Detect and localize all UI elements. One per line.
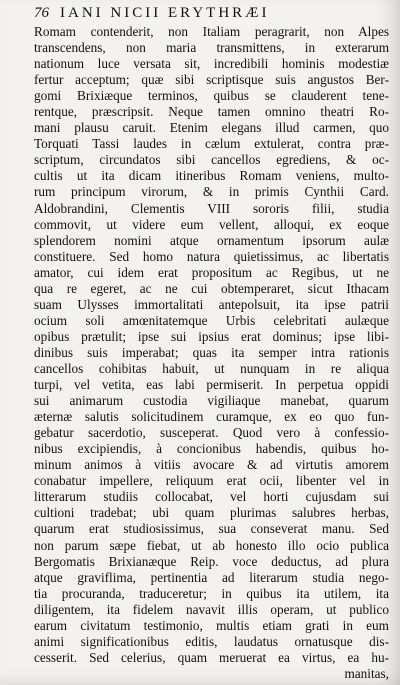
text-line: nationum luce versata sit, incredibili hominis modestiæ xyxy=(34,56,389,72)
text-line: manitas, xyxy=(344,665,389,681)
text-line: suam Ulysses immortalitati antepolsuit, ita ipse patrii xyxy=(34,296,389,312)
text-line: cultioni tradebat; ubi quam plurimas salubres herbas, xyxy=(34,505,389,521)
text-line: amator, cui idem erat propositum ac Regibus, ut ne xyxy=(34,264,389,280)
text-line: cancellos cohibitas habuit, ut nunquam in re aliqua xyxy=(34,360,389,376)
text-line: quarum erat studiosissimus, sua conseverat manu. Sed xyxy=(34,521,389,537)
text-line: transcendens, non maria transmittens, in exterarum xyxy=(34,40,389,56)
text-line: nibus excipiendis, à concionibus habendis, quibus ho- xyxy=(34,441,389,457)
text-line: atque graviflima, pertinentia ad literarum studia nego- xyxy=(34,569,389,585)
text-line: opibus prætulit; ipse sui ipsius erat dominus; ipse libi- xyxy=(34,328,389,344)
text-line: rentque, præscripsit. Neque tamen omnino theatri Ro- xyxy=(34,104,389,120)
text-line: Bergomatis Brixianæque Reip. voce deductus, ad plura xyxy=(34,553,389,569)
text-line: sui animarum custodia vigiliaque manebat, quarum xyxy=(34,393,389,409)
text-line: scriptum, circundatos sibi cancellos egrediens, & oc- xyxy=(34,152,389,168)
text-line: earum civitatum testimonio, multis etiam grati in eum xyxy=(34,617,389,633)
text-line: Aldobrandini, Clementis VIII sororis filii, studia xyxy=(34,200,389,216)
text-line: æternæ salutis solicitudinem curamque, ex eo quo fun- xyxy=(34,409,389,425)
text-line: animi significationibus editis, laudatus ornatusque dis- xyxy=(34,633,389,649)
text-line: fertur acceptum; quæ sibi scriptisque suis angustos Ber- xyxy=(34,72,389,88)
text-line: minum animos à vitiis avocare & ad virtutis amorem xyxy=(34,457,389,473)
text-line: conabatur impellere, reliquum erat ocii, libenter vel in xyxy=(34,473,389,489)
text-line: tia procuranda, traduceretur; in quibus ita utilem, ita xyxy=(34,585,389,601)
text-line: diligentem, ita fidelem navavit illis operam, ut publico xyxy=(34,601,389,617)
text-line: gebatur sacerdotio, susceperat. Quod vero à confessio- xyxy=(34,425,389,441)
text-line: turpi, vel vetita, eas labi permiserit. In perpetua oppidi xyxy=(34,377,389,393)
text-line: rum principum virorum, & in primis Cynthii Card. xyxy=(34,184,389,200)
page-number: 76 xyxy=(34,5,49,21)
text-line: constituere. Sed homo natura quietissimus, ac libertatis xyxy=(34,248,389,264)
page-header xyxy=(34,4,374,22)
text-line: dinibus suis imperabat; quas ita semper intra rationis xyxy=(34,344,389,360)
running-head: IANI NICII ERYTHRÆI xyxy=(60,5,270,21)
text-line: Torquati Tassi laudes in cælum extulerat, contra præ- xyxy=(34,136,389,152)
text-line: qua re egeret, ac ne cui obtemperaret, sicut Ithacam xyxy=(34,280,389,296)
text-line: Romam contenderit, non Italiam peragrarit, non Alpes xyxy=(34,24,389,39)
text-line: mani plausu caruit. Etenim elegans illud carmen, quo xyxy=(34,120,389,136)
text-line: gomi Brixiæque terminos, quibus se clauderent tene- xyxy=(34,88,389,104)
text-line: cesserit. Sed celerius, quam meruerat ea virtus, ea hu- xyxy=(34,649,389,665)
text-line: splendorem nomini atque ornamentum ipsorum aulæ xyxy=(34,232,389,248)
body-text xyxy=(34,24,389,682)
text-line: non parum sæpe fiebat, ut ab honesto illo ocio publica xyxy=(34,537,389,553)
text-line: litterarum studiis collocabat, vel horti cujusdam sui xyxy=(34,489,389,505)
text-line: commovit, ut videre eum vellent, alloqui, ex eoque xyxy=(34,216,389,232)
text-line: ocium soli amœnitatemque Urbis celebritati aulæque xyxy=(34,312,389,328)
text-line: cultis ut ita dicam itineribus Romam veniens, multo- xyxy=(34,168,389,184)
